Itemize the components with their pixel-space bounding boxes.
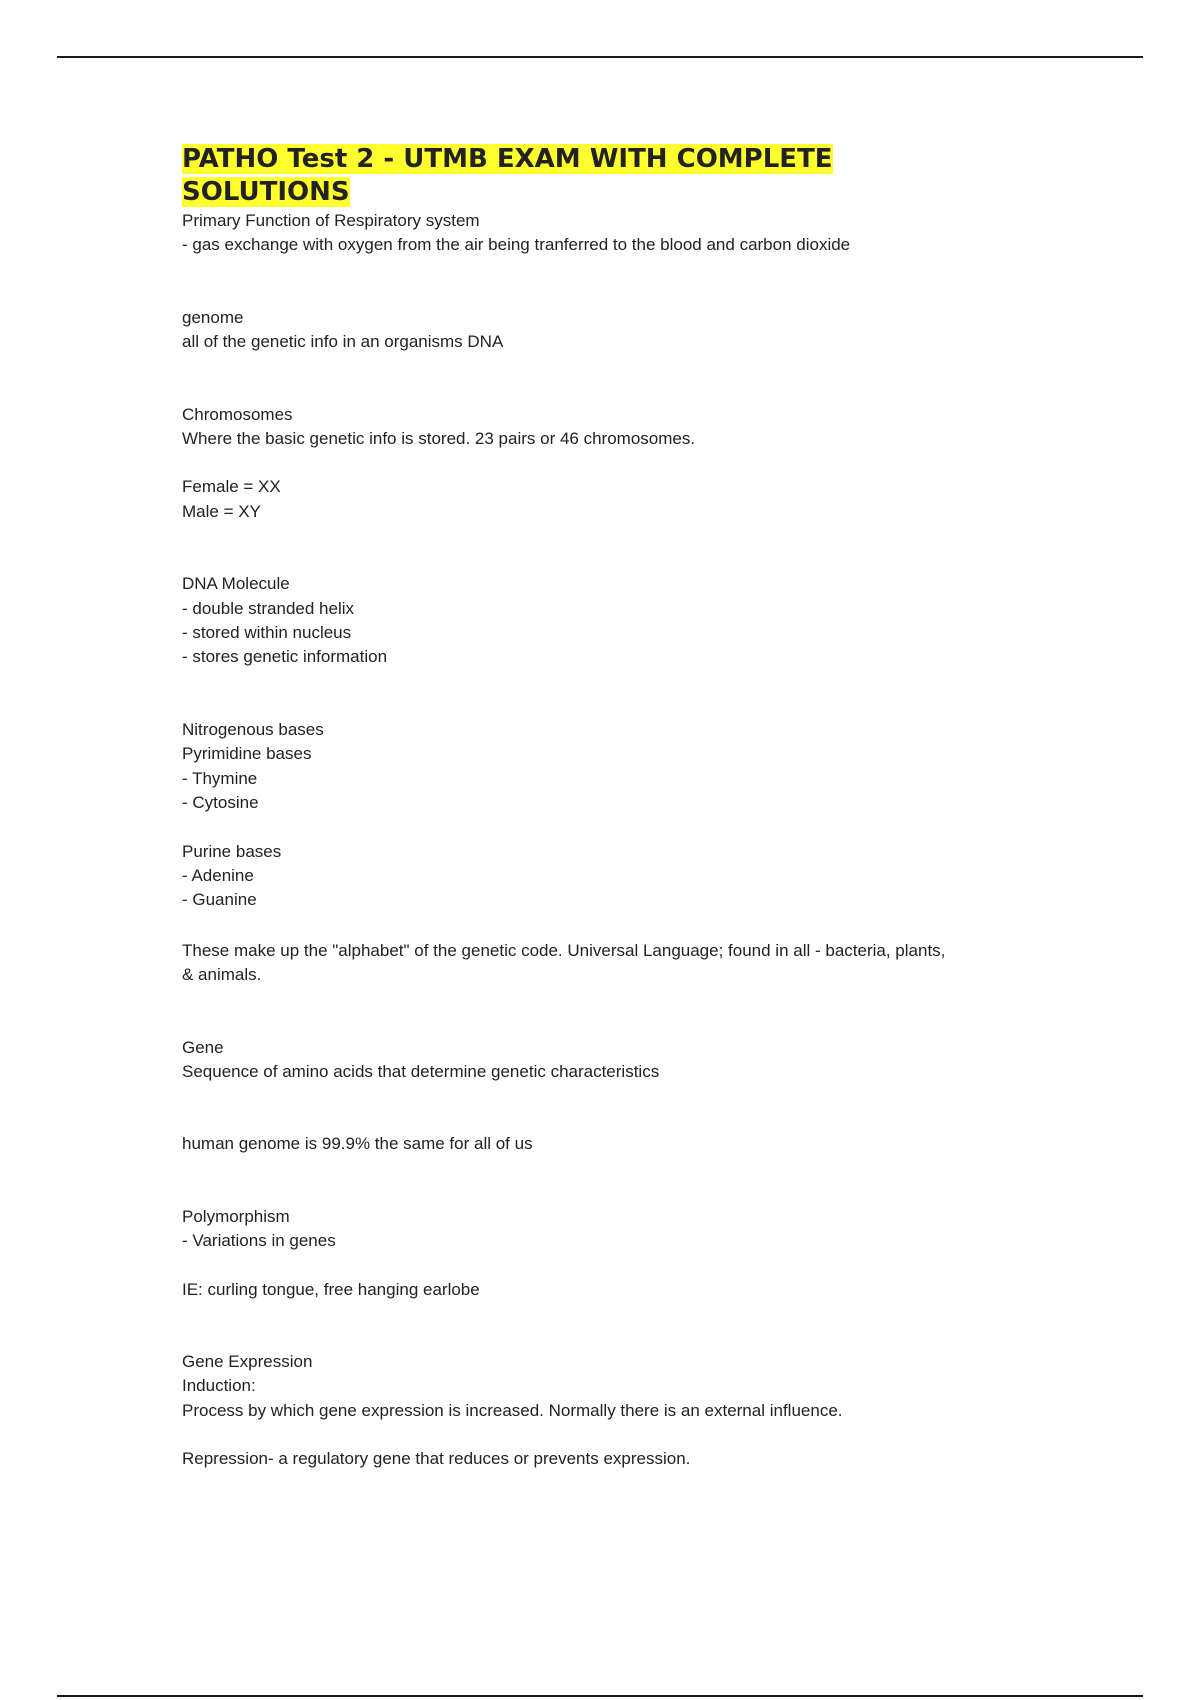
nitrogenous-note-line-2: & animals. [182, 965, 262, 985]
nitrogenous-note-line-1: These make up the "alphabet" of the genetic code. Universal Language; found in all - bacteria, plants, [182, 940, 946, 960]
chromosomes-definition: Where the basic genetic info is stored. 23 pairs or 46 chromosomes. [182, 429, 696, 449]
genome-term: genome [182, 307, 244, 327]
footer-rule [57, 1695, 1143, 1697]
dna-line: - stored within nucleus [182, 623, 352, 643]
nitrogenous-term: Nitrogenous bases [182, 719, 324, 739]
dna-line: - stores genetic information [182, 647, 388, 667]
title-line-2: SOLUTIONS [182, 177, 350, 207]
pyrimidine-heading: Pyrimidine bases [182, 744, 312, 764]
gene-definition: Sequence of amino acids that determine genetic characteristics [182, 1061, 660, 1081]
dna-line: - double stranded helix [182, 598, 355, 618]
purine-item: - Guanine [182, 890, 257, 910]
induction-label: Induction: [182, 1376, 256, 1396]
document-title [182, 143, 1032, 209]
human-genome-note: human genome is 99.9% the same for all of us [182, 1134, 533, 1154]
genome-definition: all of the genetic info in an organisms DNA [182, 332, 504, 352]
chromosomes-female: Female = XX [182, 477, 281, 497]
chromosomes-term: Chromosomes [182, 404, 293, 424]
document-body [182, 143, 1032, 1472]
respiratory-term: Primary Function of Respiratory system [182, 211, 480, 230]
polymorphism-term: Polymorphism [182, 1206, 290, 1226]
dna-term: DNA Molecule [182, 574, 290, 594]
title-line-1: PATHO Test 2 - UTMB EXAM WITH COMPLETE [182, 144, 833, 174]
purine-heading: Purine bases [182, 841, 282, 861]
pyrimidine-item: - Thymine [182, 768, 258, 788]
induction-definition: Process by which gene expression is increased. Normally there is an external influence. [182, 1400, 843, 1420]
purine-item: - Adenine [182, 865, 254, 885]
header-rule [57, 56, 1143, 58]
polymorphism-example: IE: curling tongue, free hanging earlobe [182, 1279, 480, 1299]
gene-term: Gene [182, 1037, 224, 1057]
pyrimidine-item: - Cytosine [182, 793, 259, 813]
repression-definition: Repression- a regulatory gene that reduces or prevents expression. [182, 1449, 691, 1469]
respiratory-definition: - gas exchange with oxygen from the air being tranferred to the blood and carbon dioxide [182, 235, 851, 255]
chromosomes-male: Male = XY [182, 501, 261, 521]
gene-expression-term: Gene Expression [182, 1351, 313, 1371]
polymorphism-definition: - Variations in genes [182, 1231, 336, 1251]
